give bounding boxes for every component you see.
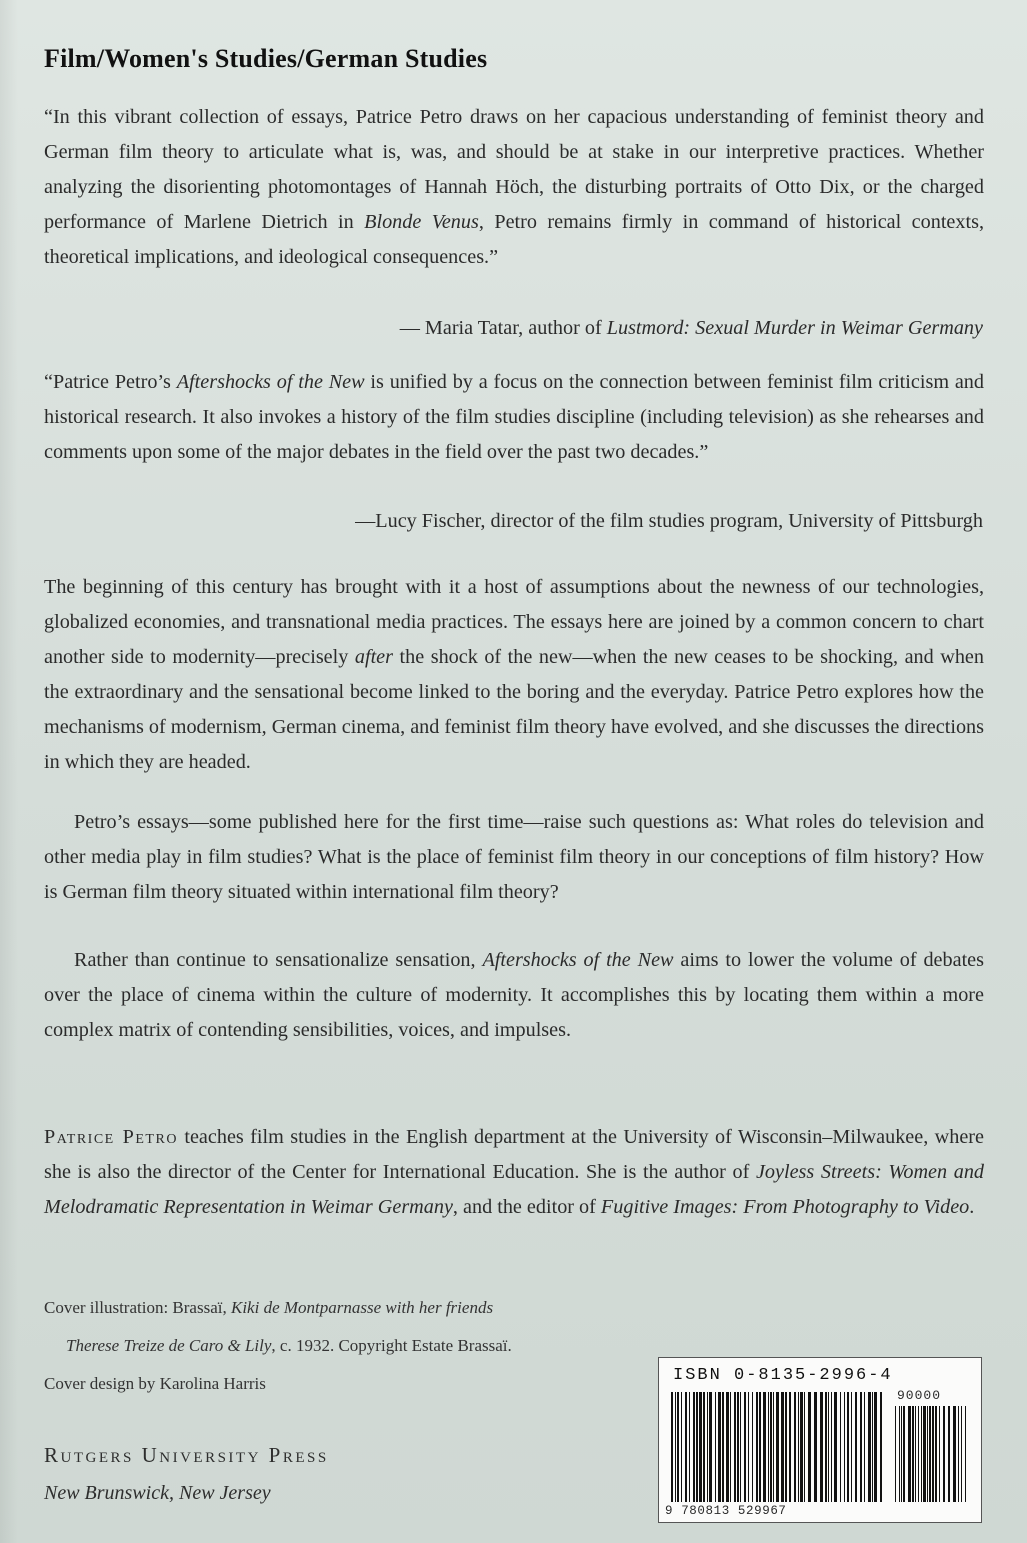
barcode-bar — [895, 1406, 896, 1502]
credit-line-2 — [44, 1336, 644, 1374]
barcode-bar — [939, 1406, 940, 1502]
desc-p3-text-b: aims to lower the volume of debates over the place of cinema within the culture of modernity. It accomplishes this by locating them within a more complex matrix of contending sensibilities, voices, and impulses. — [44, 949, 984, 1041]
barcode-bar — [808, 1392, 811, 1502]
barcode-bar — [864, 1392, 865, 1502]
barcode-bar — [752, 1392, 753, 1502]
blurb1-text-b: , Petro remains firmly in command of historical contexts, theoretical implications, and ideological consequences.” — [44, 211, 984, 268]
desc-p3-text-a: Rather than continue to sensationalize sensation, — [74, 949, 483, 971]
blurb2-book-title: Aftershocks of the New — [176, 371, 365, 393]
barcode-bar — [927, 1406, 928, 1502]
attribution-prefix: — Maria Tatar, author of — [399, 317, 607, 339]
desc-p1-emphasis: after — [354, 646, 394, 668]
barcode-bar — [831, 1392, 832, 1502]
credit-line-1-text: Cover illustration: Brassaï, — [44, 1298, 231, 1317]
blurb-lucy-fischer — [44, 365, 984, 470]
blurb2-attribution: —Lucy Fischer, director of the film studies program, University of Pittsburgh — [355, 510, 983, 532]
barcode-bar — [903, 1406, 905, 1502]
barcode-bar — [899, 1406, 900, 1502]
barcode-bar — [820, 1392, 823, 1502]
barcode-bar — [715, 1392, 716, 1502]
barcode-bar — [677, 1392, 679, 1502]
barcode-bar — [912, 1406, 914, 1502]
barcode-bar — [961, 1406, 962, 1502]
barcode-bar — [814, 1392, 817, 1502]
barcode-bar — [855, 1392, 857, 1502]
barcode-bar — [773, 1392, 774, 1502]
publisher-location: New Brunswick, New Jersey — [44, 1482, 271, 1504]
credit-line-2-title: Therese Treize de Caro & Lily — [66, 1336, 272, 1355]
isbn-number: ISBN 0-8135-2996-4 — [673, 1366, 893, 1385]
credit-line-2-text: , c. 1932. Copyright Estate Brassaï. — [271, 1336, 512, 1355]
barcode-bar — [860, 1392, 862, 1502]
barcode-bar — [880, 1392, 882, 1502]
barcode-bar — [847, 1392, 849, 1502]
barcode-bar — [908, 1406, 911, 1502]
description-paragraph-2: Petro’s essays—some published here for the first time—raise such questions as: What roles do television and other media play in film studies? What is the place of feminist film theory in our conceptions of film history? How is German film theory situated within international film theory? — [44, 811, 984, 903]
description-paragraph-1 — [44, 570, 984, 780]
barcode-bar — [921, 1406, 922, 1502]
author-name: Patrice Petro — [44, 1126, 178, 1148]
desc-p1-text-a: The beginning of this century has brought with it a host of assumptions about the newness of our technologies, globalized economies, and transnational media practices. The essays here are joined by a common concern to chart another side to modernity—precisely — [44, 576, 984, 668]
blurb1-film-title: Blonde Venus — [364, 211, 479, 233]
barcode-bar — [834, 1392, 837, 1502]
barcode-bar — [748, 1392, 749, 1502]
barcode-bar — [681, 1392, 682, 1502]
blurb2-text-b: is unified by a focus on the connection between feminist film criticism and historical research. It also invokes a history of the film studies discipline (including television) as she rehearses and comments upon some of the major debates in the field over the past two decades.” — [44, 371, 984, 463]
page-edge-shadow — [0, 0, 18, 1543]
barcode-bar — [734, 1392, 736, 1502]
barcode-bar — [707, 1392, 708, 1502]
barcode-bar — [868, 1392, 871, 1502]
cover-credits — [44, 1298, 644, 1412]
isbn-barcode-label — [658, 1357, 982, 1523]
barcode-bar — [932, 1406, 934, 1502]
barcode-bar — [794, 1392, 796, 1502]
bio-text-c: . — [969, 1196, 975, 1218]
publisher-block — [44, 1443, 329, 1505]
barcode-bar — [828, 1392, 829, 1502]
blurb2-text-a: “Patrice Petro’s — [44, 371, 177, 393]
barcode-bar — [693, 1392, 695, 1502]
bio-book-2: Fugitive Images: From Photography to Video — [600, 1196, 970, 1218]
barcode-bar — [948, 1406, 950, 1502]
barcode-bar — [671, 1392, 673, 1502]
desc-p3-book-title: Aftershocks of the New — [482, 949, 674, 971]
barcode-bar — [763, 1392, 766, 1502]
category-heading: Film/Women's Studies/German Studies — [44, 44, 488, 73]
blurb1-attribution — [400, 317, 983, 340]
barcode-bar — [965, 1406, 966, 1502]
barcode-bar — [776, 1392, 779, 1502]
barcode-bar — [689, 1392, 690, 1502]
barcode-bar — [958, 1406, 959, 1502]
barcode-bar — [840, 1392, 841, 1502]
barcode-bar — [915, 1406, 916, 1502]
bio-text-a: teaches film studies in the English department at the University of Wisconsin–Milwaukee, where she is also the director of the Center for International Education. She is the author of — [44, 1126, 984, 1183]
barcode-bar — [737, 1392, 739, 1502]
barcode-bar — [953, 1406, 956, 1502]
price-addon-code: 90000 — [897, 1388, 942, 1403]
barcode-bar — [696, 1392, 698, 1502]
ean-number: 9 780813 529967 — [665, 1504, 787, 1518]
barcode-bar — [703, 1392, 705, 1502]
barcode-bar — [770, 1392, 772, 1502]
barcode-bar — [718, 1392, 721, 1502]
barcode-bar — [789, 1392, 791, 1502]
barcode-bar — [918, 1406, 919, 1502]
barcode-bar — [935, 1406, 937, 1502]
description-paragraph-3 — [44, 943, 984, 1048]
barcode-bar — [901, 1406, 902, 1502]
barcode-bar — [709, 1392, 712, 1502]
barcode-bar — [722, 1392, 724, 1502]
blurb-maria-tatar — [44, 100, 984, 275]
credit-line-3: Cover design by Karolina Harris — [44, 1374, 266, 1393]
barcode-bar — [756, 1392, 758, 1502]
barcode-bar — [781, 1392, 784, 1502]
barcode-bar — [675, 1392, 676, 1502]
barcode-bar — [943, 1406, 945, 1502]
barcode-bar — [699, 1392, 702, 1502]
barcode-bar — [740, 1392, 741, 1502]
barcode-icon — [669, 1392, 969, 1504]
barcode-bar — [785, 1392, 787, 1502]
barcode-bar — [726, 1392, 729, 1502]
bio-book-1: Joyless Streets: Women and Melodramatic Representation in Weimar Germany — [44, 1161, 985, 1218]
barcode-bar — [685, 1392, 687, 1502]
barcode-bar — [923, 1406, 926, 1502]
credit-line-1-title: Kiki de Montparnasse with her friends — [230, 1298, 494, 1317]
barcode-bar — [804, 1392, 805, 1502]
blurb1-text-a: “In this vibrant collection of essays, Patrice Petro draws on her capacious understanding of feminist theory and German film theory to articulate what is, was, and should be at stake in our interpretive practices. Whether analyzing the disorienting photomontages of Hannah Höch, the disturbing portraits of Otto Dix, or the charged performance of Marlene Dietrich in — [44, 106, 984, 233]
barcode-bar — [798, 1392, 799, 1502]
barcode-bar — [768, 1392, 769, 1502]
credit-line-1 — [44, 1298, 644, 1336]
barcode-bar — [730, 1392, 731, 1502]
barcode-bar — [929, 1406, 931, 1502]
attribution-work-title: Lustmord: Sexual Murder in Weimar Germany — [606, 317, 983, 339]
author-bio — [44, 1120, 984, 1225]
barcode-bar — [744, 1392, 746, 1502]
publisher-name: Rutgers University Press — [44, 1443, 329, 1467]
barcode-bar — [800, 1392, 803, 1502]
barcode-bar — [759, 1392, 761, 1502]
barcode-bar — [844, 1392, 845, 1502]
barcode-bar — [874, 1392, 877, 1502]
barcode-bar — [825, 1392, 827, 1502]
barcode-bar — [872, 1392, 873, 1502]
desc-p1-text-b: the shock of the new—when the new ceases to be shocking, and when the extraordinary and the sensational become linked to the boring and the everyday. Patrice Petro explores how the mechanisms of modernism, German cinema, and feminist film theory have evolved, and she discusses the directions in which they are headed. — [44, 646, 984, 773]
bio-text-b: , and the editor of — [452, 1196, 601, 1218]
barcode-bar — [851, 1392, 852, 1502]
